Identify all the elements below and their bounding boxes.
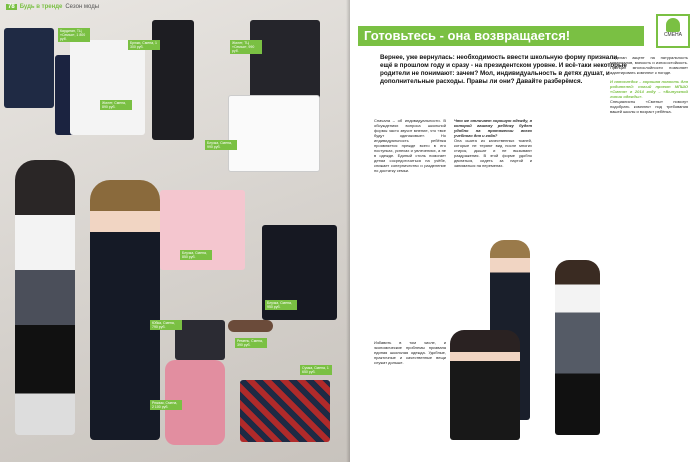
column-4-highlight: И напоследок – хорошая новость для родителей: новый проект МПШО «Смена» в 2014 году – «Выпускной линии одежды». xyxy=(610,79,688,99)
bag-garment xyxy=(240,380,330,442)
price-label: Жилет, Смена, 890 руб. xyxy=(100,100,132,110)
section-sub: Сезон моды xyxy=(65,4,100,10)
section-name: Будь в тренде xyxy=(19,4,63,10)
page-number: 78 xyxy=(8,4,15,10)
price-label: Брюки, Смена, 1 300 руб. xyxy=(128,40,160,50)
price-label: Кардиган, ТЦ «Семья», 1 800 руб. xyxy=(58,28,90,42)
column-2-text: Избавить в том числе, и экономические проблемы призвана единая школьная одежда. Удобные, практичные и качественные вещи служат дольше. xyxy=(374,340,446,365)
price-label: Сумка, Смена, 1 650 руб. xyxy=(300,365,332,375)
tree-icon xyxy=(666,18,680,32)
white-blouse-garment xyxy=(228,95,320,172)
price-label: Юбка, Смена, 790 руб. xyxy=(150,320,182,330)
article-column-1 xyxy=(374,118,446,333)
column-1-text: Сначала – об индивидуальности. В обсуждениях вопроса школьной формы часто звучит мнение, что «все будут одинаковые». Но индивидуальность ребёнка проявляется прежде всего в его поступках, успехах и увлечениях, а не в одежде. Единый стиль помогает детям сосредоточиться на учёбе, снижает соперничество и разделение по достатку семьи. xyxy=(374,118,446,173)
skirt-garment xyxy=(175,320,225,360)
page-header xyxy=(6,4,99,10)
belt-garment xyxy=(228,320,273,332)
right-page xyxy=(350,0,700,462)
column-3-question: Что же отличает хорошую одежду, в которой вашему ребёнку будет удобно на протяжении всего учебного дня и года? xyxy=(454,118,532,138)
logo-text: СМЕНА xyxy=(663,32,682,38)
sitting-girl-photo xyxy=(450,330,520,440)
trousers-garment xyxy=(152,20,194,140)
price-label: Блузка, Смена, 950 руб. xyxy=(265,300,297,310)
price-label: Ремень, Смена, 390 руб. xyxy=(235,338,267,348)
cardigan-garment xyxy=(4,28,54,108)
girl-photo xyxy=(15,160,75,435)
kids-photo-group xyxy=(450,240,610,450)
article-lead: Вернее, уже вернулась: необходимость ввести школьную форму признали ещё в прошлом году и сразу - на президентском уровне. И всё-таки некоторые родители не понимают: зачем? Мол, индивидуальность в детях душат, и дополнительные расходы. Правы ли они? Давайте разберёмся. xyxy=(380,54,627,85)
vest-garment xyxy=(250,20,320,100)
price-label: Жилет, ТЦ «Семья», 990 руб. xyxy=(230,40,262,54)
girl-photo xyxy=(555,260,600,435)
article-column-4 xyxy=(610,55,688,455)
price-label: Блузка, Смена, 990 руб. xyxy=(205,140,237,150)
price-label: Рюкзак, Смена, 2 100 руб. xyxy=(150,400,182,410)
price-label: Блузка, Смена, 850 руб. xyxy=(180,250,212,260)
white-shirt-garment xyxy=(70,40,145,135)
column-3-text: Она сшита из качественных тканей, которые не теряют вид после многих стирок, дышат и не вызывают раздражения. В этой форме удобно двигаться, сидеть за партой и заниматься на переменах. xyxy=(454,138,532,168)
column-4-text: ...сделан акцент на натуральность материалов, мягкость и износостойкость. Принцип многослойности позволяет адаптировать комплект к погоде. xyxy=(610,55,688,75)
article-column-3 xyxy=(454,118,532,258)
smena-logo xyxy=(656,14,690,48)
article-title: Готовьтесь - она возвращается! xyxy=(358,26,644,46)
article-column-2 xyxy=(374,340,446,455)
column-4-end: Специалисты «Смены» помогут подобрать комплект под требования вашей школы и возраст ребёнка. xyxy=(610,99,688,114)
